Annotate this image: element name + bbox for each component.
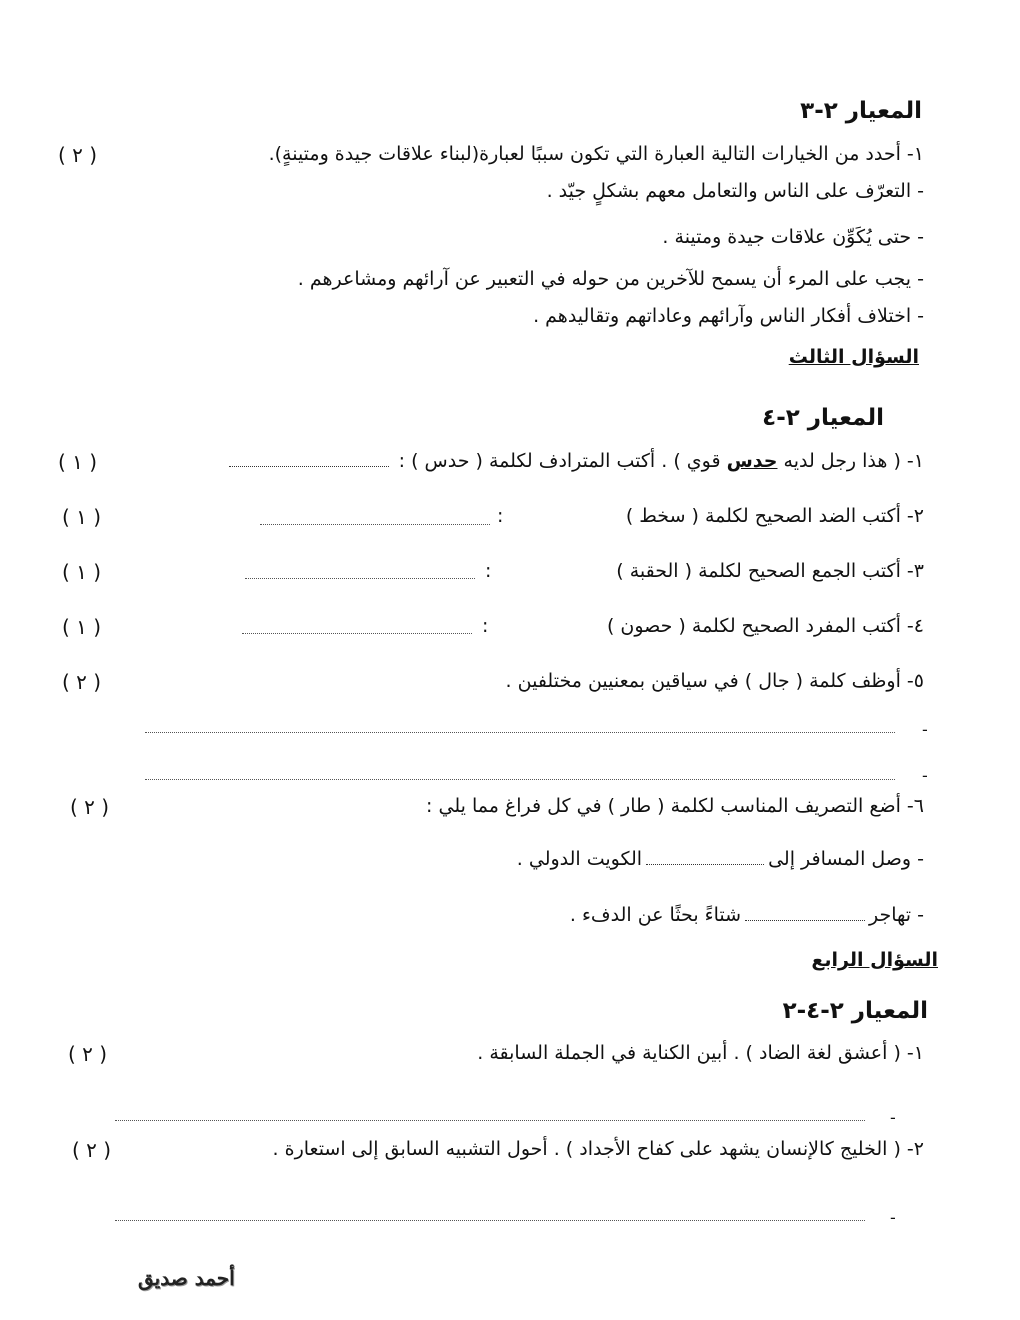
mark-std2-q3: ( ١ ) — [62, 560, 102, 584]
answer-line[interactable] — [145, 779, 895, 780]
sentence-2-start: - تهاجر — [869, 904, 924, 926]
question-std2-q1-part-a: ١- ( هذا رجل لديه — [777, 450, 924, 472]
question-std3-q1: ١- ( أعشق لغة الضاد ) . أبين الكناية في الجملة السابقة . — [477, 1042, 924, 1064]
question-std2-q3: ٣- أكتب الجمع الصحيح لكلمة ( الحقبة ) — [616, 560, 924, 582]
sentence-2 — [570, 906, 924, 925]
sentence-1 — [517, 850, 924, 869]
answer-blank[interactable] — [242, 633, 472, 634]
colon: : — [482, 615, 489, 637]
question-std2-q5: ٥- أوظف كلمة ( جال ) في سياقين بمعنيين مختلفين . — [505, 670, 924, 692]
sentence-2-end: شتاءً بحثًا عن الدفء . — [569, 904, 742, 926]
line-dash: - — [922, 720, 928, 739]
mark-std3-q1: ( ٢ ) — [68, 1042, 108, 1066]
question-std1-q1: ١- أحدد من الخيارات التالية العبارة التي تكون سببًا لعبارة(لبناء علاقات جيدة ومتينةٍ). — [268, 143, 924, 165]
mark-std2-q6: ( ٢ ) — [70, 795, 110, 819]
line-dash: - — [890, 1208, 896, 1227]
question-std2-q1-part-b: قوي ) . أكتب المترادف لكلمة ( حدس ) : — [392, 450, 727, 472]
question-std2-q1 — [225, 452, 924, 471]
colon: : — [485, 560, 492, 582]
mark-std3-q2: ( ٢ ) — [72, 1138, 112, 1162]
option-4: - اختلاف أفكار الناس وآرائهم وعاداتهم وتقاليدهم . — [533, 305, 924, 327]
answer-blank[interactable] — [229, 464, 389, 467]
mark-std2-q1: ( ١ ) — [58, 450, 98, 474]
line-dash: - — [890, 1108, 896, 1127]
option-2: - حتى يُكَوِّن علاقات جيدة ومتينة . — [662, 226, 924, 248]
answer-line[interactable] — [115, 1220, 865, 1221]
sentence-1-end: الكويت الدولي . — [516, 848, 643, 870]
section-title-fourth-question: السؤال الرابع — [811, 949, 938, 971]
heading-standard-2-4: المعيار ٢-٤ — [762, 405, 884, 431]
section-title-third-question: السؤال الثالث — [788, 346, 919, 368]
line-dash: - — [922, 766, 928, 785]
mark-std1-q1: ( ٢ ) — [58, 143, 98, 167]
author-signature: أحمد صديق — [138, 1266, 235, 1290]
question-std2-q4: ٤- أكتب المفرد الصحيح لكلمة ( حصون ) — [606, 615, 924, 637]
answer-blank[interactable] — [260, 524, 490, 525]
colon: : — [497, 505, 504, 527]
heading-standard-2-3: المعيار ٢-٣ — [800, 98, 922, 124]
option-3: - يجب على المرء أن يسمح للآخرين من حوله في التعبير عن آرائهم ومشاعرهم . — [297, 268, 924, 290]
option-1: - التعرّف على الناس والتعامل معهم بشكلٍ جيّد . — [546, 180, 924, 202]
mark-std2-q4: ( ١ ) — [62, 615, 102, 639]
answer-line[interactable] — [145, 732, 895, 733]
answer-blank[interactable] — [745, 918, 865, 921]
answer-blank[interactable] — [245, 578, 475, 579]
mark-std2-q2: ( ١ ) — [62, 505, 102, 529]
question-std2-q2: ٢- أكتب الضد الصحيح لكلمة ( سخط ) — [625, 505, 924, 527]
answer-line[interactable] — [115, 1120, 865, 1121]
keyword-hads: حدس — [726, 450, 778, 472]
sentence-1-start: - وصل المسافر إلى — [768, 848, 924, 870]
answer-blank[interactable] — [646, 862, 764, 865]
mark-std2-q5: ( ٢ ) — [62, 670, 102, 694]
question-std3-q2: ٢- ( الخليج كالإنسان يشهد على كفاح الأجداد ) . أحول التشبيه السابق إلى استعارة . — [272, 1138, 924, 1160]
question-std2-q6: ٦- أضع التصريف المناسب لكلمة ( طار ) في كل فراغ مما يلي : — [426, 795, 924, 817]
heading-standard-2-4-2: المعيار ٢-٤-٢ — [782, 998, 928, 1024]
